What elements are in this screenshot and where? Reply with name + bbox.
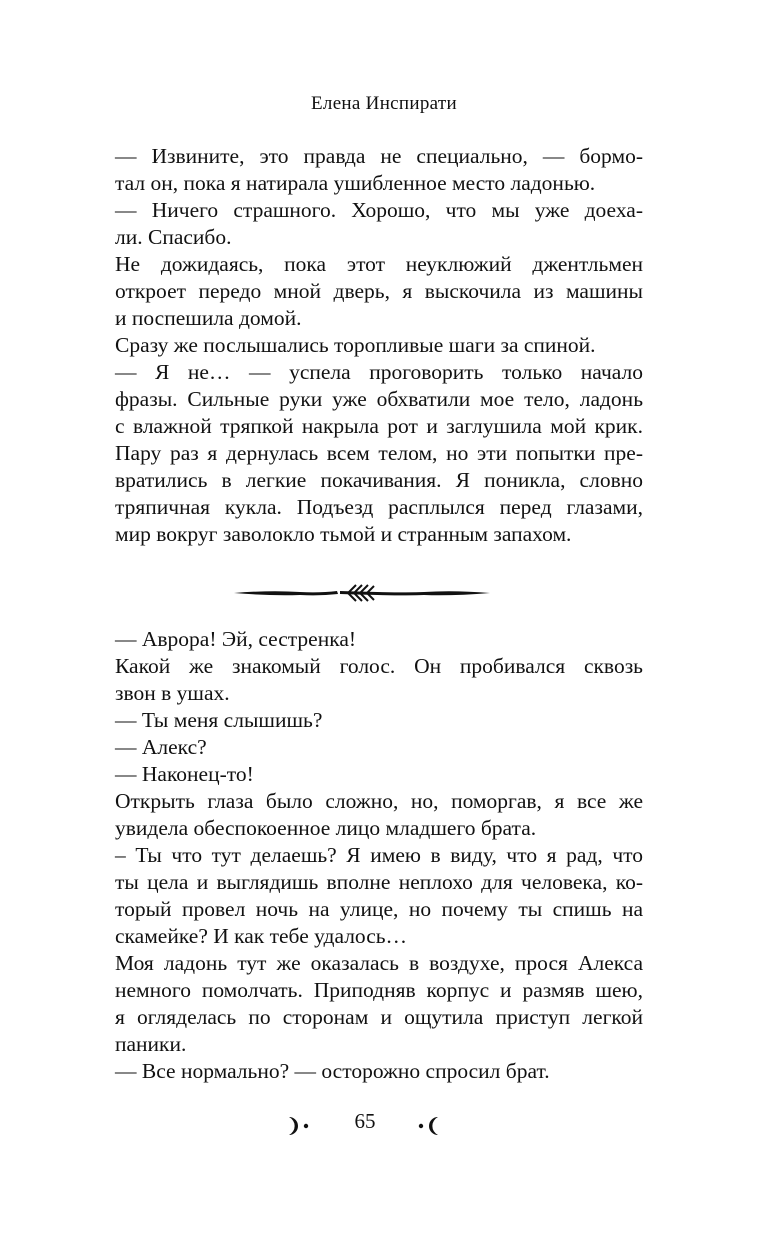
top-paragraph	[115, 251, 643, 332]
top-paragraph	[115, 359, 643, 548]
top-paragraph	[115, 143, 643, 197]
top-paragraph	[115, 332, 643, 359]
text-line: скамейке? И как тебе удалось…	[115, 924, 408, 948]
text-line: — Я не… — успела проговорить только начало	[115, 360, 643, 384]
text-line: я огляделась по сторонам и ощутила приступ легкой	[115, 1005, 643, 1029]
text-line: Моя ладонь тут же оказалась в воздухе, прося Алекса	[115, 951, 643, 975]
bottom-paragraph	[115, 842, 643, 950]
bottom-paragraph	[115, 950, 643, 1058]
text-line: звон в ушах.	[115, 681, 230, 705]
text-line: Сразу же послышались торопливые шаги за спиной.	[115, 333, 596, 357]
bottom-paragraph	[115, 707, 643, 734]
bottom-paragraph	[115, 788, 643, 842]
bottom-paragraph	[115, 761, 643, 788]
bottom-paragraph	[115, 734, 643, 761]
bottom-paragraph	[115, 626, 643, 653]
text-line: Какой же знакомый голос. Он пробивался сквозь	[115, 654, 643, 678]
text-line: вратились в легкие покачивания. Я поникла, словно	[115, 468, 643, 492]
text-line: — Аврора! Эй, сестренка!	[115, 627, 357, 651]
running-title: Елена Инспирати	[311, 93, 457, 114]
text-block-bottom	[115, 626, 643, 1085]
text-line: — Ты меня слышишь?	[115, 708, 323, 732]
text-line: торый провел ночь на улице, но почему ты спишь на	[115, 897, 643, 921]
text-line: немного помолчать. Приподняв корпус и размяв шею,	[115, 978, 643, 1002]
text-line: — Извините, это правда не специально, — бормо-	[115, 144, 643, 168]
text-line: мир вокруг заволокло тьмой и странным запахом.	[115, 522, 572, 546]
text-line: тряпичная кукла. Подъезд расплылся перед глазами,	[115, 495, 643, 519]
text-line: — Ничего страшного. Хорошо, что мы уже доеха-	[115, 198, 643, 222]
page-footer	[0, 1105, 768, 1145]
text-line: фразы. Сильные руки уже обхватили мое тело, ладонь	[115, 387, 643, 411]
text-line: — Наконец-то!	[115, 762, 254, 786]
top-paragraph	[115, 197, 643, 251]
text-line: паники.	[115, 1032, 187, 1056]
text-line: Пару раз я дернулась всем телом, но эти попытки пре-	[115, 441, 643, 465]
text-line: ты цела и выглядишь вполне неплохо для человека, ко-	[115, 870, 643, 894]
text-line: — Алекс?	[115, 735, 207, 759]
text-line: с влажной тряпкой накрыла рот и заглушила мой крик.	[115, 414, 643, 438]
bottom-paragraph	[115, 1058, 643, 1085]
text-line: Открыть глаза было сложно, но, поморгав, я все же	[115, 789, 643, 813]
text-line: и поспешила домой.	[115, 306, 302, 330]
divider-left-swash	[234, 591, 338, 595]
text-line: ли. Спасибо.	[115, 225, 232, 249]
text-line: Не дожидаясь, пока этот неуклюжий джентльмен	[115, 252, 643, 276]
bottom-paragraph	[115, 653, 643, 707]
text-line: – Ты что тут делаешь? Я имею в виду, что я рад, что	[115, 843, 643, 867]
text-block-top	[115, 143, 643, 548]
text-line: — Все нормально? — осторожно спросил брат.	[115, 1059, 550, 1083]
text-line: увидела обеспокоенное лицо младшего брата.	[115, 816, 537, 840]
page-number: 65	[354, 1109, 376, 1133]
right-moon-ornament-icon	[392, 1111, 452, 1141]
text-line: откроет передо мной дверь, я выскочила из машины	[115, 279, 643, 303]
left-moon-ornament-icon	[285, 1111, 345, 1141]
text-line: тал он, пока я натирала ушибленное место ладонью.	[115, 171, 596, 195]
section-divider-ornament	[0, 578, 768, 608]
